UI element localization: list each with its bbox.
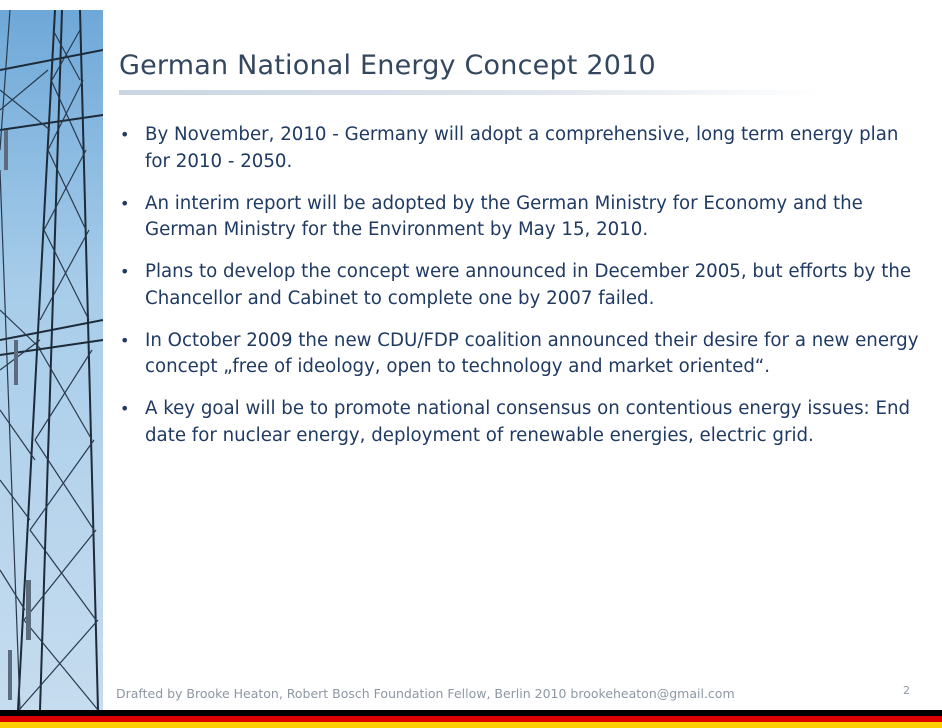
flag-stripe-gold — [0, 722, 942, 728]
footer-credit: Drafted by Brooke Heaton, Robert Bosch Foundation Fellow, Berlin 2010 brookeheaton@gmail.com — [116, 686, 735, 701]
slide-title: German National Energy Concept 2010 — [119, 50, 656, 81]
bullet-marker: • — [120, 193, 130, 213]
german-flag-stripe — [0, 710, 942, 728]
bullet-list — [120, 122, 920, 465]
bullet-marker: • — [120, 125, 130, 144]
bullet-item — [120, 259, 920, 312]
bullet-marker: • — [120, 399, 130, 418]
bullet-marker: • — [120, 262, 130, 281]
bullet-text: A key goal will be to promote national consensus on contentious energy issues: End date for nuclear energy, deployment of renewable energies, electric grid. — [145, 398, 911, 446]
power-pylon-photo — [0, 10, 103, 710]
bullet-item — [120, 191, 920, 244]
pylon-illustration — [0, 10, 103, 710]
bullet-item — [120, 396, 920, 449]
bullet-text: In October 2009 the new CDU/FDP coalition announced their desire for a new energy concept „free of ideology, open to technology and market oriented“. — [145, 329, 919, 377]
page-number: 2 — [903, 684, 910, 697]
bullet-text: By November, 2010 - Germany will adopt a comprehensive, long term energy plan for 2010 - 2050. — [145, 124, 899, 172]
bullet-text: An interim report will be adopted by the German Ministry for Economy and the German Ministry for the Environment by May 15, 2010. — [145, 192, 863, 240]
title-underline — [119, 90, 824, 95]
bullet-item — [120, 328, 920, 381]
bullet-item — [120, 122, 920, 175]
bullet-text: Plans to develop the concept were announced in December 2005, but efforts by the Chancellor and Cabinet to complete one by 2007 failed. — [145, 261, 912, 309]
bullet-marker: • — [120, 330, 130, 350]
